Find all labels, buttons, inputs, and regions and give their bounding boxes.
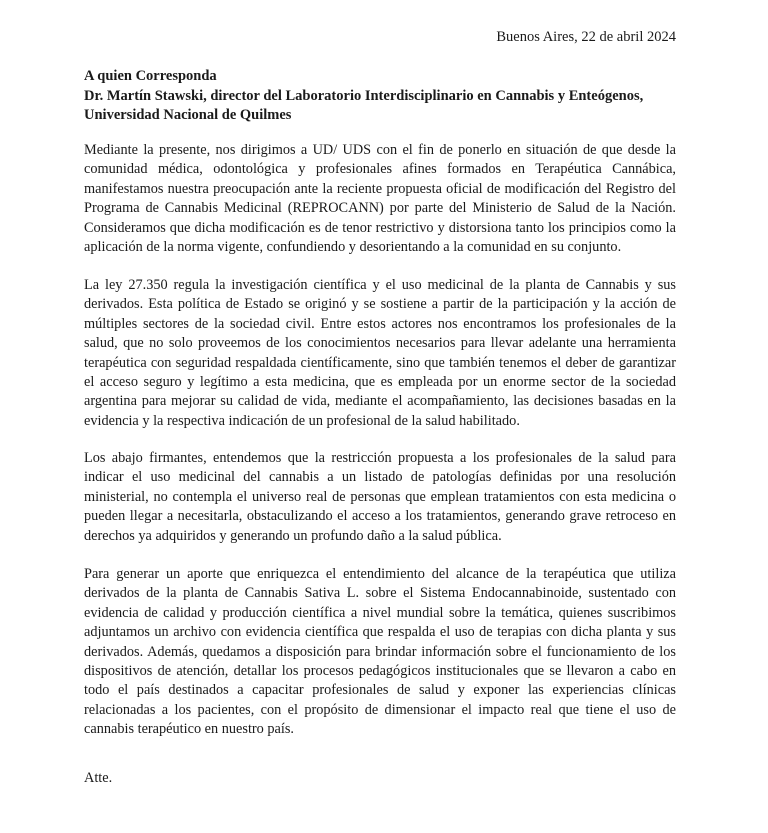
salutation: A quien Corresponda [84, 68, 217, 84]
recipient-block [84, 67, 684, 126]
paragraph-contribution: Para generar un aporte que enriquezca el entendimiento del alcance de la terapéutica que utiliza derivados de la planta de Cannabis Sativa L. sobre el Sistema Endocannabinoide, sustentado con evidencia de calidad y producción científica a nivel mundial sobre la temática, quienes suscribimos adjuntamos un archivo con evidencia científica que respalda el uso de terapias con dicha planta y sus derivados. Además, quedamos a disposición para brindar información sobre el funcionamiento de los dispositivos de atención, detallar los procesos pedagógicos institucionales que se llevaron a cabo en todo el país destinados a capacitar profesionales de salud y exponer las experiencias clínicas relacionadas a los pacientes, con el propósito de dimensionar el impacto real que tiene el uso de cannabis terapéutico en nuestro país. [84, 566, 676, 738]
recipient-institution: Universidad Nacional de Quilmes [84, 107, 292, 123]
closing: Atte. [84, 770, 113, 786]
paragraph-intro: Mediante la presente, nos dirigimos a UD/ UDS con el fin de ponerlo en situación de que desde la comunidad médica, odontológica y profesionales afines formados en Terapéutica Cannábica, manifestamos nuestra preocupación ante la reciente propuesta oficial de modificación del Registro del Programa de Cannabis Medicinal (REPROCANN) por parte del Ministerio de Salud de la Nación. Consideramos que dicha modificación es de tenor restrictivo y distorsiona tanto los principios como la aplicación de la norma vigente, confundiendo y desorientando a la comunidad en su conjunto. [84, 142, 676, 256]
place-date: Buenos Aires, 22 de abril 2024 [496, 29, 676, 45]
paragraph-law: La ley 27.350 regula la investigación científica y el uso medicinal de la planta de Cannabis y sus derivados. Esta política de Estado se originó y se sostiene a partir de la participación y la acción de múltiples sectores de la sociedad civil. Entre estos actores nos encontramos los profesionales de la salud, que no solo proveemos de los conocimientos necesarios para llevar adelante una herramienta terapéutica con seguridad respaldada científicamente, sino que también tenemos el deber de garantizar el acceso seguro y legítimo a esta medicina, que es empleada por un enorme sector de la sociedad argentina para mejorar su calidad de vida, mediante el acompañamiento, las decisiones basadas en la evidencia y la respectiva indicación de un profesional de la salud habilitado. [84, 277, 676, 429]
paragraph-restriction: Los abajo firmantes, entendemos que la restricción propuesta a los profesionales de la salud para indicar el uso medicinal del cannabis a un listado de patologías definidas por una resolución ministerial, no contempla el universo real de personas que emplean tratamientos con esta medicina o pueden llegar a necesitarla, obstaculizando el acceso a los tratamientos, generando grave retroceso en derechos ya adquiridos y generando un profundo daño a la salud pública. [84, 450, 676, 544]
recipient-name-title: Dr. Martín Stawski, director del Laboratorio Interdisciplinario en Cannabis y Enteógenos, [84, 87, 644, 104]
